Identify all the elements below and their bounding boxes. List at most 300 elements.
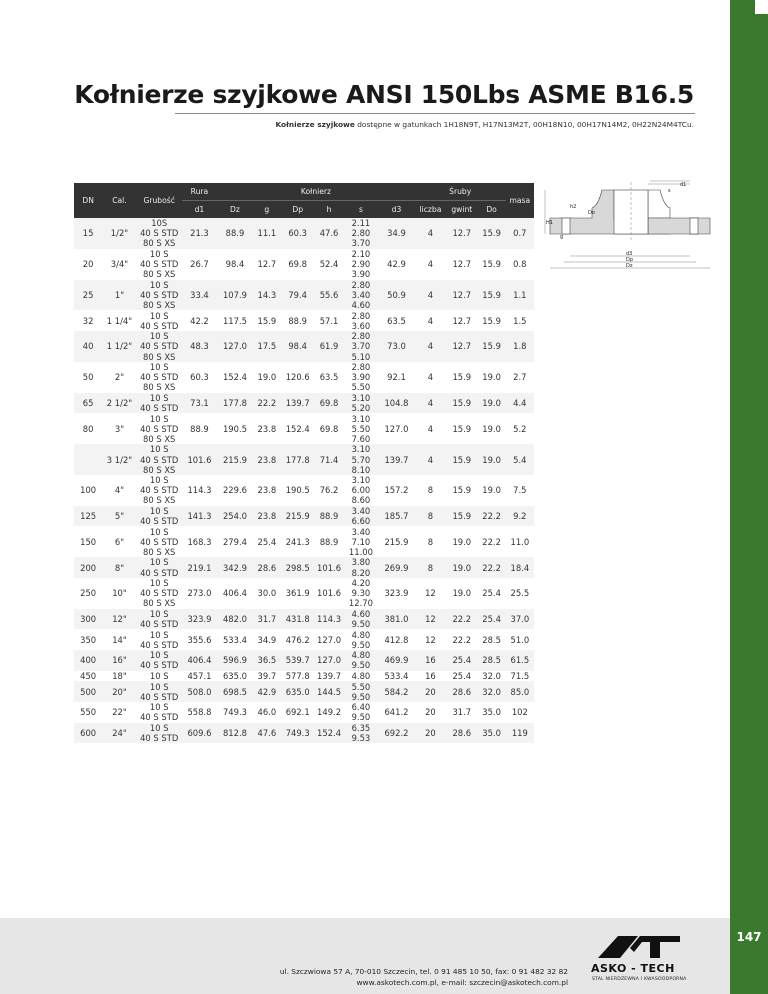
cell-h: 69.8	[314, 393, 343, 414]
page-subtitle	[275, 120, 694, 129]
cell-gwint: 15.9	[446, 444, 477, 475]
cell-dz: 190.5	[217, 413, 253, 444]
cell-h: 71.4	[314, 444, 343, 475]
cell-gwint: 22.2	[446, 609, 477, 630]
cell-masa: 25.5	[506, 578, 534, 609]
cell-g: 12.7	[253, 249, 281, 280]
cell-s	[344, 444, 379, 475]
cell-liczba: 20	[415, 702, 446, 723]
cell-masa: 5.2	[506, 413, 534, 444]
title-underline	[175, 113, 695, 114]
cell-liczba: 12	[415, 578, 446, 609]
s-value-line: 6.00	[351, 485, 371, 496]
flange-table	[74, 183, 534, 743]
address-line: ul. Szczwiowa 57 A, 70-010 Szczecin, tel. 0 91 485 10 50, fax: 0 91 482 32 82	[279, 967, 568, 976]
cell-h: 152.4	[314, 723, 343, 744]
wall-thickness-line: 80 S XS	[143, 351, 176, 362]
cell-liczba: 8	[415, 475, 446, 506]
cell-dn: 125	[74, 506, 102, 527]
s-value-line: 3.80	[351, 557, 371, 568]
cell-gr	[137, 629, 182, 650]
cell-dn: 150	[74, 526, 102, 557]
header-d1: d1	[182, 201, 218, 219]
cell-liczba: 4	[415, 218, 446, 249]
cell-g: 23.8	[253, 413, 281, 444]
logo-name: ASKO - TECH	[591, 962, 675, 975]
cell-liczba: 8	[415, 506, 446, 527]
cell-liczba: 16	[415, 650, 446, 671]
cell-liczba: 16	[415, 671, 446, 682]
header-grubosc: Grubość	[137, 183, 182, 218]
cell-dp: 98.4	[281, 331, 314, 362]
wall-thickness-line: 40 S STD	[140, 536, 179, 547]
header-h: h	[314, 201, 343, 219]
s-value-line: 3.70	[351, 341, 371, 352]
cell-gwint: 28.6	[446, 723, 477, 744]
wall-thickness-line: 10 S	[149, 629, 169, 640]
cell-gr	[137, 578, 182, 609]
cell-dn: 500	[74, 681, 102, 702]
cell-cal: 1 1/2"	[102, 331, 137, 362]
cell-masa: 1.8	[506, 331, 534, 362]
cell-dp: 79.4	[281, 280, 314, 311]
cell-dz: 482.0	[217, 609, 253, 630]
cell-masa: 18.4	[506, 557, 534, 578]
cell-dp: 215.9	[281, 506, 314, 527]
cell-masa: 85.0	[506, 681, 534, 702]
table-row	[74, 609, 534, 630]
cell-gr	[137, 444, 182, 475]
cell-cal: 3"	[102, 413, 137, 444]
cell-gwint: 12.7	[446, 249, 477, 280]
wall-thickness-line: 10 S	[149, 608, 169, 619]
s-value-line: 3.90	[351, 372, 371, 383]
s-value-line: 3.40	[351, 526, 371, 537]
s-value-line: 3.10	[351, 392, 371, 403]
cell-g: 25.4	[253, 526, 281, 557]
cell-dp: 577.8	[281, 671, 314, 682]
cell-gwint: 12.7	[446, 331, 477, 362]
cell-dz: 98.4	[217, 249, 253, 280]
table-row	[74, 526, 534, 557]
cell-dz: 152.4	[217, 362, 253, 393]
table-row	[74, 249, 534, 280]
cell-h: 139.7	[314, 671, 343, 682]
cell-gwint: 15.9	[446, 393, 477, 414]
cell-g: 30.0	[253, 578, 281, 609]
table-row	[74, 557, 534, 578]
cell-do: 35.0	[477, 723, 505, 744]
cell-d3: 157.2	[378, 475, 415, 506]
cell-gwint: 19.0	[446, 526, 477, 557]
wall-thickness-line: 80 S XS	[143, 598, 176, 609]
cell-d3: 215.9	[378, 526, 415, 557]
cell-gwint: 12.7	[446, 310, 477, 331]
cell-gr	[137, 506, 182, 527]
cell-dz: 596.9	[217, 650, 253, 671]
cell-liczba: 8	[415, 557, 446, 578]
cell-gr	[137, 609, 182, 630]
table-row	[74, 578, 534, 609]
diagram-label-h1: H1	[546, 220, 553, 226]
s-value-line: 2.80	[351, 228, 371, 239]
s-value-line: 9.50	[351, 712, 371, 723]
cell-liczba: 4	[415, 362, 446, 393]
wall-thickness-line: 80 S XS	[143, 433, 176, 444]
cell-h: 63.5	[314, 362, 343, 393]
cell-g: 23.8	[253, 506, 281, 527]
cell-gr	[137, 362, 182, 393]
wall-thickness-line: 40 S STD	[140, 712, 179, 723]
cell-g: 42.9	[253, 681, 281, 702]
s-value-line: 3.40	[351, 506, 371, 516]
cell-liczba: 8	[415, 526, 446, 557]
cell-gr	[137, 650, 182, 671]
subtitle-rest: dostępne w gatunkach 1H18N9T, H17N13M2T, 00H18N10, 00H17N14M2, 0H22N24M4TCu.	[354, 120, 694, 129]
cell-h: 88.9	[314, 506, 343, 527]
cell-d1: 26.7	[182, 249, 218, 280]
cell-cal: 18"	[102, 671, 137, 682]
header-liczba: liczba	[415, 201, 446, 219]
cell-dn: 50	[74, 362, 102, 393]
cell-dp: 60.3	[281, 218, 314, 249]
cell-masa: 61.5	[506, 650, 534, 671]
cell-d1: 558.8	[182, 702, 218, 723]
cell-dz: 406.4	[217, 578, 253, 609]
cell-masa: 1.5	[506, 310, 534, 331]
s-value-line: 3.10	[351, 444, 371, 455]
cell-dz: 749.3	[217, 702, 253, 723]
cell-dn: 400	[74, 650, 102, 671]
cell-do: 32.0	[477, 681, 505, 702]
cell-s	[344, 331, 379, 362]
cell-d3: 381.0	[378, 609, 415, 630]
cell-d1: 141.3	[182, 506, 218, 527]
cell-d1: 508.0	[182, 681, 218, 702]
cell-h: 149.2	[314, 702, 343, 723]
cell-liczba: 4	[415, 331, 446, 362]
cell-dp: 190.5	[281, 475, 314, 506]
cell-masa: 4.4	[506, 393, 534, 414]
cell-g: 23.8	[253, 444, 281, 475]
wall-thickness-line: 80 S XS	[143, 269, 176, 280]
cell-s	[344, 702, 379, 723]
s-value-line: 2.11	[351, 218, 371, 229]
cell-dz: 215.9	[217, 444, 253, 475]
cell-liczba: 4	[415, 310, 446, 331]
cell-d3: 412.8	[378, 629, 415, 650]
s-value-line: 3.10	[351, 475, 371, 486]
cell-d3: 269.9	[378, 557, 415, 578]
cell-cal: 1 1/4"	[102, 310, 137, 331]
cell-cal: 20"	[102, 681, 137, 702]
cell-dn: 32	[74, 310, 102, 331]
wall-thickness-line: 10 S	[149, 650, 169, 661]
table-row	[74, 681, 534, 702]
wall-thickness-line: 40 S STD	[140, 372, 179, 383]
side-accent-bar	[730, 0, 768, 994]
s-value-line: 3.70	[351, 238, 371, 249]
cell-dz: 254.0	[217, 506, 253, 527]
cell-cal: 16"	[102, 650, 137, 671]
s-value-line: 5.50	[351, 382, 371, 393]
cell-cal: 1"	[102, 280, 137, 311]
table-row	[74, 723, 534, 744]
cell-dz: 127.0	[217, 331, 253, 362]
cell-dp: 88.9	[281, 310, 314, 331]
cell-d3: 469.9	[378, 650, 415, 671]
s-value-line: 2.80	[351, 310, 371, 321]
cell-g: 17.5	[253, 331, 281, 362]
cell-liczba: 4	[415, 444, 446, 475]
cell-gr	[137, 526, 182, 557]
cell-d1: 168.3	[182, 526, 218, 557]
cell-s	[344, 280, 379, 311]
cell-d3: 92.1	[378, 362, 415, 393]
s-value-line: 4.80	[351, 671, 371, 682]
cell-d1: 355.6	[182, 629, 218, 650]
contact-line: www.askotech.com.pl, e-mail: szczecin@askotech.com.pl	[356, 978, 568, 987]
cell-g: 47.6	[253, 723, 281, 744]
cell-liczba: 12	[415, 609, 446, 630]
wall-thickness-line: 40 S STD	[140, 660, 179, 671]
s-value-line: 9.30	[351, 588, 371, 599]
s-value-line: 4.20	[351, 578, 371, 589]
cell-h: 76.2	[314, 475, 343, 506]
page-title: Kołnierze szyjkowe ANSI 150Lbs ASME B16.5	[74, 80, 694, 109]
cell-h: 52.4	[314, 249, 343, 280]
cell-d3: 641.2	[378, 702, 415, 723]
cell-h: 69.8	[314, 413, 343, 444]
cell-masa: 0.7	[506, 218, 534, 249]
s-value-line: 5.70	[351, 454, 371, 465]
cell-gr	[137, 393, 182, 414]
cell-s	[344, 609, 379, 630]
s-value-line: 4.80	[351, 650, 371, 661]
s-value-line: 2.90	[351, 259, 371, 270]
wall-thickness-line: 10 S	[149, 723, 169, 733]
wall-thickness-line: 10 S	[149, 475, 169, 486]
table-row	[74, 362, 534, 393]
cell-do: 22.2	[477, 526, 505, 557]
cell-dz: 88.9	[217, 218, 253, 249]
table-row	[74, 310, 534, 331]
wall-thickness-line: 40 S STD	[140, 259, 179, 270]
cell-d3: 323.9	[378, 578, 415, 609]
cell-s	[344, 578, 379, 609]
cell-dn: 200	[74, 557, 102, 578]
cell-d1: 33.4	[182, 280, 218, 311]
cell-d3: 127.0	[378, 413, 415, 444]
s-value-line: 2.80	[351, 362, 371, 373]
s-value-line: 2.10	[351, 249, 371, 260]
cell-gwint: 15.9	[446, 362, 477, 393]
s-value-line: 9.50	[351, 691, 371, 702]
wall-thickness-line: 10 S	[149, 362, 169, 373]
s-value-line: 3.40	[351, 289, 371, 300]
table-row	[74, 702, 534, 723]
cell-dz: 177.8	[217, 393, 253, 414]
cell-do: 19.0	[477, 413, 505, 444]
wall-thickness-line: 10 S	[149, 702, 169, 713]
cell-dz: 533.4	[217, 629, 253, 650]
header-masa: masa	[506, 183, 534, 218]
header-d3: d3	[378, 201, 415, 219]
cell-dp: 361.9	[281, 578, 314, 609]
cell-s	[344, 557, 379, 578]
cell-h: 127.0	[314, 629, 343, 650]
cell-h: 88.9	[314, 526, 343, 557]
cell-do: 15.9	[477, 310, 505, 331]
flange-cross-section-diagram	[540, 178, 720, 278]
cell-g: 36.5	[253, 650, 281, 671]
wall-thickness-line: 10 S	[149, 413, 169, 424]
table-row	[74, 280, 534, 311]
cell-gwint: 15.9	[446, 475, 477, 506]
cell-gr	[137, 413, 182, 444]
wall-thickness-line: 40 S STD	[140, 403, 179, 414]
table-row	[74, 444, 534, 475]
cell-masa: 71.5	[506, 671, 534, 682]
wall-thickness-line: 80 S XS	[143, 382, 176, 393]
cell-dp: 298.5	[281, 557, 314, 578]
table-row	[74, 671, 534, 682]
cell-gwint: 25.4	[446, 650, 477, 671]
cell-dn: 250	[74, 578, 102, 609]
wall-thickness-line: 40 S STD	[140, 341, 179, 352]
diagram-label-dp: Dp	[626, 257, 634, 263]
table-row	[74, 506, 534, 527]
cell-cal: 22"	[102, 702, 137, 723]
wall-thickness-line: 10S	[151, 218, 168, 229]
cell-gr	[137, 331, 182, 362]
wall-thickness-line: 80 S XS	[143, 495, 176, 506]
cell-dp: 635.0	[281, 681, 314, 702]
cell-masa: 2.7	[506, 362, 534, 393]
cell-dn: 80	[74, 413, 102, 444]
wall-thickness-line: 40 S STD	[140, 423, 179, 434]
s-value-line: 7.60	[351, 433, 371, 444]
cell-dn: 25	[74, 280, 102, 311]
s-value-line: 7.10	[351, 536, 371, 547]
cell-h: 144.5	[314, 681, 343, 702]
cell-masa: 51.0	[506, 629, 534, 650]
cell-dp: 539.7	[281, 650, 314, 671]
cell-cal: 12"	[102, 609, 137, 630]
cell-d1: 48.3	[182, 331, 218, 362]
cell-d1: 219.1	[182, 557, 218, 578]
cell-dz: 698.5	[217, 681, 253, 702]
cell-d1: 406.4	[182, 650, 218, 671]
cell-gwint: 22.2	[446, 629, 477, 650]
s-value-line: 6.40	[351, 702, 371, 713]
cell-cal: 2 1/2"	[102, 393, 137, 414]
cell-gwint: 19.0	[446, 578, 477, 609]
wall-thickness-line: 10 S	[149, 331, 169, 342]
cell-liczba: 4	[415, 280, 446, 311]
cell-d3: 533.4	[378, 671, 415, 682]
cell-dp: 476.2	[281, 629, 314, 650]
page-number: 147	[736, 930, 762, 944]
cell-liczba: 4	[415, 393, 446, 414]
cell-do: 28.5	[477, 629, 505, 650]
cell-masa: 1.1	[506, 280, 534, 311]
cell-g: 14.3	[253, 280, 281, 311]
cell-dp: 69.8	[281, 249, 314, 280]
wall-thickness-line: 10 S	[149, 310, 169, 321]
cell-d3: 63.5	[378, 310, 415, 331]
cell-dz: 342.9	[217, 557, 253, 578]
cell-dn: 15	[74, 218, 102, 249]
wall-thickness-line: 10 S	[149, 578, 169, 589]
wall-thickness-line: 40 S STD	[140, 691, 179, 702]
cell-gr	[137, 280, 182, 311]
wall-thickness-line: 40 S STD	[140, 567, 179, 578]
table-row	[74, 393, 534, 414]
s-value-line: 8.20	[351, 567, 371, 578]
s-value-line: 5.50	[351, 681, 371, 692]
cell-masa: 102	[506, 702, 534, 723]
cell-cal: 5"	[102, 506, 137, 527]
cell-dz: 117.5	[217, 310, 253, 331]
wall-thickness-line: 40 S STD	[140, 733, 179, 744]
cell-cal: 6"	[102, 526, 137, 557]
cell-dp: 139.7	[281, 393, 314, 414]
cell-gwint: 25.4	[446, 671, 477, 682]
cell-cal: 1/2"	[102, 218, 137, 249]
cell-dn: 65	[74, 393, 102, 414]
cell-s	[344, 629, 379, 650]
subtitle-bold: Kołnierze szyjkowe	[275, 120, 355, 129]
cell-gwint: 15.9	[446, 506, 477, 527]
cell-g: 23.8	[253, 475, 281, 506]
s-value-line: 4.60	[351, 300, 371, 311]
cell-do: 22.2	[477, 506, 505, 527]
cell-s	[344, 526, 379, 557]
wall-thickness-line: 40 S STD	[140, 289, 179, 300]
s-value-line: 9.50	[351, 619, 371, 630]
diagram-label-d3: d3	[626, 251, 633, 257]
table-body	[74, 218, 534, 743]
cell-do: 19.0	[477, 444, 505, 475]
cell-d3: 73.0	[378, 331, 415, 362]
cell-h: 61.9	[314, 331, 343, 362]
diagram-label-s: s	[668, 188, 671, 194]
cell-masa: 9.2	[506, 506, 534, 527]
wall-thickness-line: 10 S	[149, 526, 169, 537]
cell-s	[344, 393, 379, 414]
cell-masa: 0.8	[506, 249, 534, 280]
cell-s	[344, 218, 379, 249]
cell-d1: 609.6	[182, 723, 218, 744]
cell-gr	[137, 310, 182, 331]
cell-cal: 3/4"	[102, 249, 137, 280]
side-bar-tab	[755, 0, 768, 14]
cell-h: 114.3	[314, 609, 343, 630]
cell-gr	[137, 671, 182, 682]
cell-gwint: 19.0	[446, 557, 477, 578]
cell-do: 15.9	[477, 280, 505, 311]
cell-dp: 152.4	[281, 413, 314, 444]
cell-s	[344, 506, 379, 527]
cell-dp: 241.3	[281, 526, 314, 557]
cell-do: 35.0	[477, 702, 505, 723]
s-value-line: 5.20	[351, 403, 371, 414]
diagram-label-h2: h2	[570, 204, 577, 210]
header-kolnierz: Kołnierz	[217, 183, 415, 201]
cell-cal: 10"	[102, 578, 137, 609]
cell-do: 15.9	[477, 218, 505, 249]
